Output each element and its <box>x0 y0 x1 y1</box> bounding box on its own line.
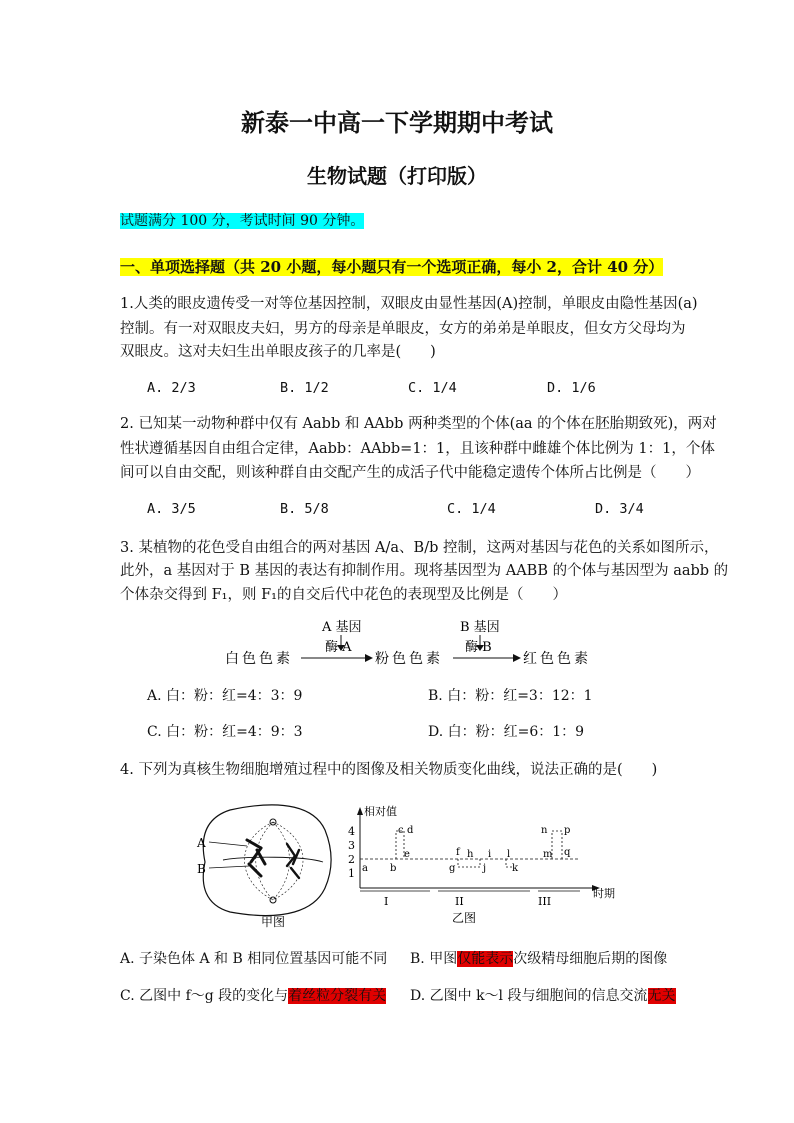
q4-option-c-highlight: 着丝粒分裂有关 <box>288 988 387 1004</box>
q1-line-2: 控制。有一对双眼皮夫妇，男方的母亲是单眼皮，女方的弟弟是单眼皮，但女方父母均为 <box>120 321 686 337</box>
arrowhead-red <box>513 654 521 662</box>
period-2: II <box>455 895 464 908</box>
q2-option-b[interactable]: B. 5/8 <box>280 501 329 517</box>
pointer-a <box>209 842 247 846</box>
yi-figure-chart <box>340 805 630 930</box>
arrowhead-pink <box>365 654 373 662</box>
q4-option-a[interactable]: A. 子染色体 A 和 B 相同位置基因可能不同 <box>120 951 388 967</box>
white-pigment: 白色色素 <box>225 651 293 667</box>
label-b: B <box>197 862 206 876</box>
point-q: q <box>564 847 571 858</box>
q1-option-c[interactable]: C. 1/4 <box>408 380 457 396</box>
y-axis-label: 相对值 <box>364 805 397 818</box>
point-j: j <box>483 863 487 874</box>
q1-line-1: 1.人类的眼皮遗传受一对等位基因控制，双眼皮由显性基因(A)控制，单眼皮由隐性基因(a) <box>120 296 698 312</box>
chromosomes-right <box>287 844 299 878</box>
exam-title: 新泰一中高一下学期期中考试 <box>241 108 553 137</box>
point-f: f <box>456 847 460 858</box>
point-c: c <box>398 825 404 836</box>
point-a: a <box>362 863 368 874</box>
period-3: III <box>538 895 552 908</box>
point-d: d <box>407 825 414 836</box>
enzyme-b-label: 酶 B <box>465 640 492 655</box>
y-tick-3: 3 <box>348 839 355 852</box>
gene-b-label: B 基因 <box>460 620 500 635</box>
point-l: l <box>507 849 511 860</box>
exam-info: 试题满分 100 分，考试时间 90 分钟。 <box>120 213 365 229</box>
q3-option-a[interactable]: A. 白：粉：红=4：3：9 <box>147 688 303 704</box>
q3-option-b[interactable]: B. 白：粉：红=3：12：1 <box>428 688 593 704</box>
q4-option-d-prefix: D. 乙图中 k～l 段与细胞间的信息交流 <box>410 988 648 1004</box>
q4-option-b[interactable] <box>410 948 667 968</box>
q4-option-d[interactable] <box>410 985 676 1005</box>
q3-line-1: 3. 某植物的花色受自由组合的两对基因 A/a、B/b 控制，这两对基因与花色的关系如图所示， <box>120 540 719 556</box>
point-i: i <box>488 849 492 860</box>
section-heading-line <box>120 256 663 278</box>
period-1: I <box>384 895 389 908</box>
curve-n-q <box>552 831 562 859</box>
q4-option-b-highlight: 仅能表示 <box>457 951 514 967</box>
cleavage-line <box>223 857 323 862</box>
jia-figure-cell <box>195 800 345 930</box>
q4-option-b-prefix: B. 甲图 <box>410 951 458 967</box>
pink-pigment: 粉色色素 <box>375 651 443 667</box>
q4-option-d-highlight: 无关 <box>647 988 676 1004</box>
q3-option-c[interactable]: C. 白：粉：红=4：9：3 <box>147 724 303 740</box>
point-k: k <box>512 863 519 874</box>
pigment-pathway-diagram <box>215 615 615 673</box>
curve-f-j <box>458 859 480 867</box>
q2-option-c[interactable]: C. 1/4 <box>447 501 496 517</box>
q1-option-a[interactable]: A. 2/3 <box>147 380 196 396</box>
enzyme-a-label: 酶 A <box>325 640 352 655</box>
y-axis-arrow <box>357 807 363 815</box>
point-p: p <box>564 825 571 836</box>
point-e: e <box>404 849 410 860</box>
x-axis-label: 时期 <box>593 887 615 900</box>
y-tick-2: 2 <box>348 853 355 866</box>
q2-option-d[interactable]: D. 3/4 <box>595 501 644 517</box>
q1-option-b[interactable]: B. 1/2 <box>280 380 329 396</box>
point-n: n <box>541 825 548 836</box>
yi-caption: 乙图 <box>452 911 477 925</box>
point-h: h <box>467 849 474 860</box>
exam-subtitle: 生物试题（打印版） <box>307 164 487 188</box>
section-heading: 一、单项选择题（共 20 小题，每小题只有一个选项正确，每小 2，合计 40 分） <box>120 258 664 276</box>
q1-line-3: 双眼皮。这对夫妇生出单眼皮孩子的几率是( ) <box>120 344 436 360</box>
q4-stem: 4. 下列为真核生物细胞增殖过程中的图像及相关物质变化曲线，说法正确的是( ) <box>120 762 658 778</box>
point-g: g <box>449 863 456 874</box>
q2-line-2: 性状遵循基因自由组合定律，Aabb：AAbb=1：1，且该种群中雌雄个体比例为 1：1，个体 <box>120 441 715 457</box>
q4-option-c-prefix: C. 乙图中 f～g 段的变化与 <box>120 988 289 1004</box>
y-tick-1: 1 <box>348 867 355 880</box>
q2-line-3: 间可以自由交配，则该种群自由交配产生的成活子代中能稳定遗传个体所占比例是（ ） <box>120 465 700 481</box>
q4-option-b-suffix: 次级精母细胞后期的图像 <box>513 951 668 967</box>
y-tick-4: 4 <box>348 825 355 838</box>
exam-info-line <box>120 210 364 232</box>
point-b: b <box>390 863 397 874</box>
q1-option-d[interactable]: D. 1/6 <box>547 380 596 396</box>
jia-caption: 甲图 <box>261 915 286 929</box>
q3-line-2: 此外，a 基因对于 B 基因的表达有抑制作用。现将基因型为 AABB 的个体与基因型为 aabb 的 <box>120 563 729 579</box>
gene-a-label: A 基因 <box>322 620 362 635</box>
q2-line-1: 2. 已知某一动物种群中仅有 Aabb 和 AAbb 两种类型的个体(aa 的个体在胚胎期致死)，两对 <box>120 416 717 432</box>
q3-line-3: 个体杂交得到 F₁，则 F₁的自交后代中花色的表现型及比例是（ ） <box>120 587 567 603</box>
red-pigment: 红色色素 <box>523 651 591 667</box>
label-a: A <box>197 836 206 850</box>
q4-option-c[interactable] <box>120 985 386 1005</box>
cell-membrane <box>203 805 331 916</box>
pointer-b <box>209 866 249 868</box>
q3-option-d[interactable]: D. 白：粉：红=6：1：9 <box>428 724 585 740</box>
q2-option-a[interactable]: A. 3/5 <box>147 501 196 517</box>
point-m: m <box>543 849 553 860</box>
